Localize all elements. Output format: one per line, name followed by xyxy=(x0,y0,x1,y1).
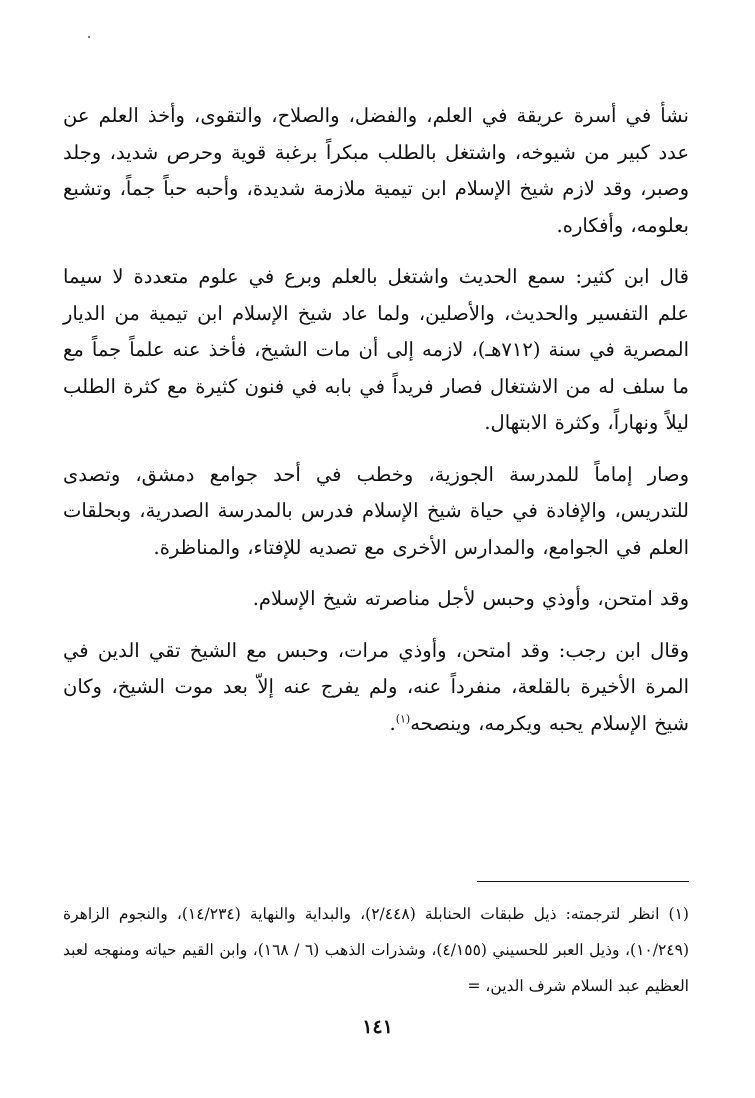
paragraph-2: قال ابن كثير: سمع الحديث واشتغل بالعلم وبرع في علوم متعددة لا سيما علم التفسير والحديث، والأصلين، ولما عاد شيخ الإسلام ابن تيمية من الديار المصرية في سنة (٧١٢هـ)، لازمه إلى أن مات الشيخ، فأخذ عنه علماً جماً مع ما سلف له من الاشتغال فصار فريداً في بابه في فنون كثيرة مع كثرة الطلب ليلاً ونهاراً، وكثرة الابتهال. xyxy=(63,265,690,434)
paragraph-3: وصار إماماً للمدرسة الجوزية، وخطب في أحد جوامع دمشق، وتصدى للتدريس، والإفادة في حياة شيخ الإسلام فدرس بالمدرسة الصدرية، وبحلقات العلم في الجوامع، والمدارس الأخرى مع تصديه للإفتاء، والمناظرة. xyxy=(63,462,689,559)
main-text xyxy=(63,98,689,742)
page-number: ١٤١ xyxy=(362,1016,393,1038)
paragraph-5-text: وقال ابن رجب: وقد امتحن، وأوذي مرات، وحبس مع الشيخ تقي الدين في المرة الأخيرة بالقلعة، منفرداً عنه، ولم يفرج عنه إلاّ بعد موت الشيخ، وكان شيخ الإسلام يحبه ويكرمه، وينصحه xyxy=(63,638,689,735)
footnote-separator xyxy=(477,881,689,882)
footnote-text: (١) انظر لترجمته: ذيل طبقات الحنابلة (٢/٤٤٨)، والبداية والنهاية (١٤/٢٣٤)، والنجوم الزاهرة (١٠/٢٤٩)، وذيل العبر للحسيني (٤/١٥٥)، وشذرات الذهب (٦ / ١٦٨)، وابن القيم حياته ومنهجه لعبد العظيم عبد السلام شرف الدين، = xyxy=(63,905,689,995)
paragraph-1: نشأ في أسرة عريقة في العلم، والفضل، والصلاح، والتقوى، وأخذ العلم عن عدد كبير من شيوخه، واشتغل بالطلب مبكراً برغبة قوية وحرص شديد، وجلد وصبر، وقد لازم شيخ الإسلام ابن تيمية ملازمة شديدة، وأحبه حباً جماً، وتشبع بعلومه، وأفكاره. xyxy=(63,104,689,237)
footnote-reference: (١) xyxy=(395,712,411,725)
scan-speck xyxy=(88,36,90,38)
paragraph-5: وقال ابن رجب: وقد امتحن، وأوذي مرات، وحبس مع الشيخ تقي الدين في المرة الأخيرة بالقلعة، منفرداً عنه، ولم يفرج عنه إلاّ بعد موت الشيخ، وكان شيخ الإسلام يحبه ويكرمه، وينصحه$^{(١)}$. xyxy=(63,638,689,735)
paragraph-4: وقد امتحن، وأوذي وحبس لأجل مناصرته شيخ الإسلام. xyxy=(252,587,689,610)
footnote-block xyxy=(63,896,689,1004)
